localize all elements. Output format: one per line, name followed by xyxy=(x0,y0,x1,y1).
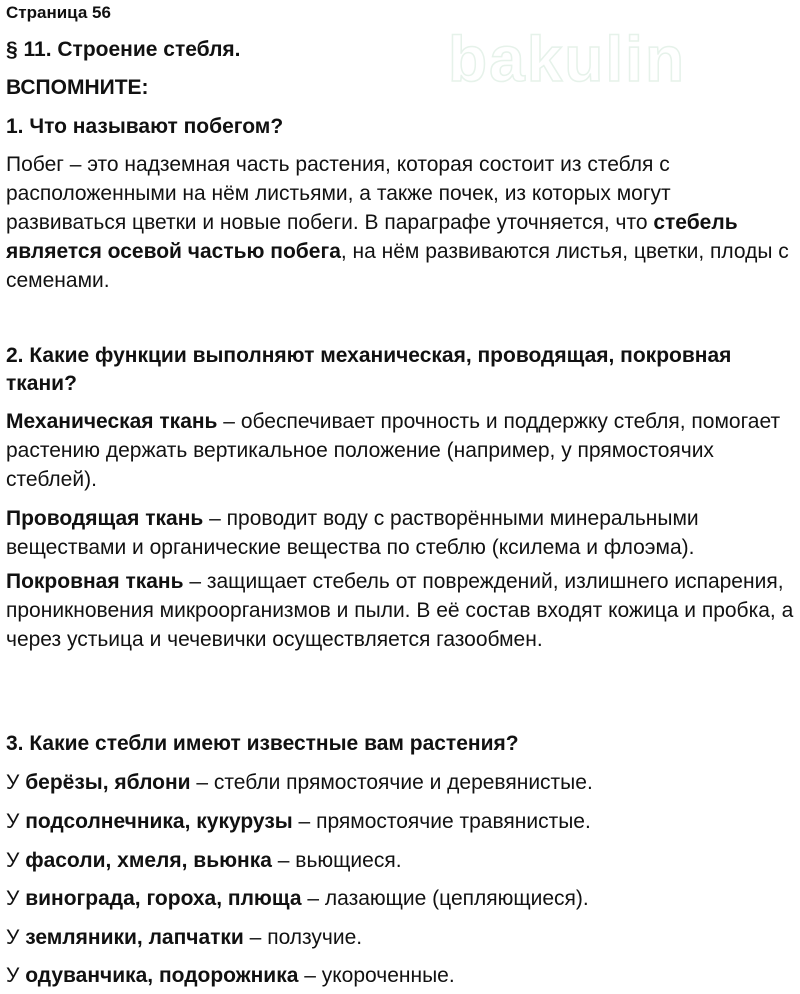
answer-2-item xyxy=(6,407,796,494)
answer-1-part1: Побег – это надземная часть растения, которая состоит из стебля с расположенными на нём листьями, а также почек, из которых могут развиваться цветки и новые побеги. В параграфе уточняется, что xyxy=(6,153,671,234)
plant-names: земляники, лапчатки xyxy=(25,926,244,949)
answer-1-bold: стебель является осевой частью побега xyxy=(6,211,738,263)
stem-description: – прямостоячие травянистые. xyxy=(292,810,591,833)
question-3-title: 3. Какие стебли имеют известные вам растения? xyxy=(6,732,519,755)
stem-description: – стебли прямостоячие и деревянистые. xyxy=(190,771,593,794)
answer-1-text xyxy=(6,150,796,295)
page-number-label: Страница 56 xyxy=(6,3,111,22)
stem-type-line xyxy=(6,923,362,952)
tissue-term: Проводящая ткань xyxy=(6,507,204,530)
stem-type-line xyxy=(6,768,593,797)
tissue-description: – проводит воду с растворёнными минеральными веществами и органические вещества по стеблю (ксилема и флоэма). xyxy=(6,507,699,559)
answer-2-item xyxy=(6,504,796,562)
question-2-title: 2. Какие функции выполняют механическая, проводящая, покровная ткани? xyxy=(6,344,732,395)
answer-2-item xyxy=(6,567,796,654)
tissue-description: – обеспечивает прочность и поддержку стебля, помогает растению держать вертикальное положение (например, у прямостоячих стеблей). xyxy=(6,410,781,491)
tissue-covering xyxy=(6,567,796,654)
plant-names: берёзы, яблони xyxy=(25,771,191,794)
question-1 xyxy=(6,113,796,141)
plant-names: фасоли, хмеля, вьюнка xyxy=(25,849,272,872)
watermark-logo: bakulin xyxy=(448,23,687,95)
stem-description: – вьющиеся. xyxy=(271,849,402,872)
line-prefix: У xyxy=(6,849,26,872)
line-prefix: У xyxy=(6,810,26,833)
line-prefix: У xyxy=(6,964,26,987)
stem-type-line xyxy=(6,846,402,875)
section-title: § 11. Строение стебля. xyxy=(6,38,241,61)
recall-heading: ВСПОМНИТЕ: xyxy=(6,76,149,99)
stem-description: – укороченные. xyxy=(298,964,455,987)
line-prefix: У xyxy=(6,887,26,910)
line-prefix: У xyxy=(6,926,26,949)
question-2 xyxy=(6,342,796,398)
stem-type-line xyxy=(6,884,589,913)
answer-1-part2: , на нём развиваются листья, цветки, плоды с семенами. xyxy=(6,240,789,292)
stem-type-line xyxy=(6,961,455,990)
question-1-title: 1. Что называют побегом? xyxy=(6,115,284,138)
tissue-term: Механическая ткань xyxy=(6,410,218,433)
stem-description: – ползучие. xyxy=(243,926,363,949)
plant-names: винограда, гороха, плюща xyxy=(25,887,302,910)
question-3 xyxy=(6,730,796,758)
line-prefix: У xyxy=(6,771,26,794)
plant-names: одуванчика, подорожника xyxy=(25,964,299,987)
stem-description: – лазающие (цепляющиеся). xyxy=(301,887,589,910)
tissue-term: Покровная ткань xyxy=(6,570,184,593)
tissue-conducting xyxy=(6,504,796,562)
tissue-mechanical xyxy=(6,407,796,494)
tissue-description: – защищает стебель от повреждений, излишнего испарения, проникновения микроорганизмов и пыли. В её состав входят кожица и пробка, а через устьица и чечевички осуществляется газообмен. xyxy=(6,570,794,651)
plant-names: подсолнечника, кукурузы xyxy=(25,810,293,833)
stem-type-line xyxy=(6,807,591,836)
answer-1 xyxy=(6,150,796,295)
